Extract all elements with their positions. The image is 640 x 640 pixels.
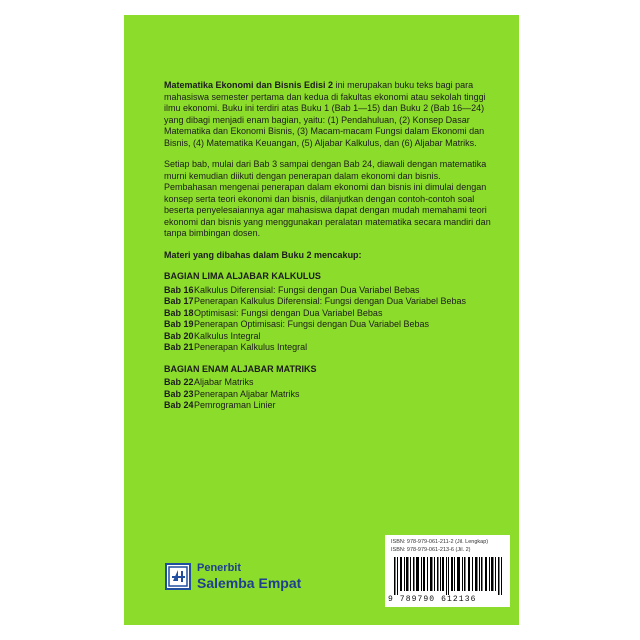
chapter-item <box>164 377 494 389</box>
part-5 <box>164 271 494 354</box>
part-title: BAGIAN LIMA ALJABAR KALKULUS <box>164 271 321 281</box>
part-6 <box>164 364 494 412</box>
chapter-title: Kalkulus Integral <box>194 330 261 341</box>
chapter-number: Bab 18 <box>164 307 194 318</box>
chapter-item <box>164 389 494 401</box>
chapter-number: Bab 21 <box>164 342 194 352</box>
chapter-title: Kalkulus Diferensial: Fungsi dengan Dua Variabel Bebas <box>194 284 420 295</box>
isbn-line-1: ISBN: 978-979-061-211-2 (Jil. Lengkap) <box>391 539 489 545</box>
chapter-item <box>164 308 494 320</box>
chapter-number: Bab 16 <box>164 284 194 295</box>
publisher-logo-icon <box>165 563 191 590</box>
publisher-name: Salemba Empat <box>197 575 302 591</box>
chapter-item <box>164 331 494 343</box>
publisher-label: Penerbit <box>197 562 242 574</box>
isbn-barcode-box <box>385 535 510 607</box>
chapter-title: Penerapan Aljabar Matriks <box>194 388 300 399</box>
isbn-line-2: ISBN: 978-979-061-213-6 (Jil. 2) <box>391 547 471 553</box>
chapter-item <box>164 400 494 412</box>
part-title: BAGIAN ENAM ALJABAR MATRIKS <box>164 363 317 374</box>
intro-paragraph-2: Setiap bab, mulai dari Bab 3 sampai dengan Bab 24, diawali dengan matematika murni kemudian diikuti dengan penerapan dalam ekonomi dan bisnis. Pembahasan mengenai penerapan dalam ekonomi dan bisnis ini dimulai dengan konsep serta teori ekonomi dan bisnis, dilanjutkan dengan contoh-contoh soal beserta penyelesaiannya agar mahasiswa dapat dengan mudah memahami teori ekonomi dan bisnis yang menggunakan peralatan matematika secara mandiri dan tanpa bimbingan dosen. <box>164 159 491 238</box>
chapter-item <box>164 285 494 297</box>
barcode-icon <box>393 557 503 595</box>
chapter-title: Optimisasi: Fungsi dengan Dua Variabel Bebas <box>194 307 383 318</box>
chapter-number: Bab 17 <box>164 296 194 306</box>
chapter-number: Bab 22 <box>164 377 194 387</box>
chapter-title: Penerapan Kalkulus Diferensial: Fungsi dengan Dua Variabel Bebas <box>194 296 467 306</box>
chapter-number: Bab 24 <box>164 400 194 410</box>
intro-paragraph-1 <box>164 80 494 149</box>
chapter-title: Aljabar Matriks <box>194 377 254 387</box>
chapter-number: Bab 19 <box>164 319 194 329</box>
chapter-number: Bab 20 <box>164 330 194 341</box>
barcode-number: 9 789790 612136 <box>388 595 477 604</box>
chapter-title: Penerapan Optimisasi: Fungsi dengan Dua Variabel Bebas <box>194 319 429 329</box>
chapter-item <box>164 319 494 331</box>
book-title: Matematika Ekonomi dan Bisnis Edisi 2 <box>164 80 334 90</box>
blurb <box>164 80 494 422</box>
contents-heading: Materi yang dibahas dalam Buku 2 mencakup: <box>164 249 362 260</box>
chapter-number: Bab 23 <box>164 388 194 399</box>
chapter-title: Penerapan Kalkulus Integral <box>194 342 308 352</box>
intro-paragraph-1-text: ini merupakan buku teks bagi para mahasiswa semester pertama dan kedua di fakultas ekonomi atau sekolah tinggi ilmu ekonomi. Buku ini terdiri atas Buku 1 (Bab 1—15) dan Buku 2 (Bab 16—24) yang dibagi menjadi enam bagian, yaitu: (1) Pendahuluan, (2) Konsep Dasar Matematika dan Ekonomi Bisnis, (3) Macam-macam Fungsi dalam Ekonomi dan Bisnis, (4) Matematika Keuangan, (5) Aljabar Kalkulus, dan (6) Aljabar Matriks. <box>164 80 486 148</box>
chapter-item <box>164 296 494 308</box>
chapter-item <box>164 342 494 354</box>
chapter-title: Pemrograman Linier <box>194 400 276 410</box>
